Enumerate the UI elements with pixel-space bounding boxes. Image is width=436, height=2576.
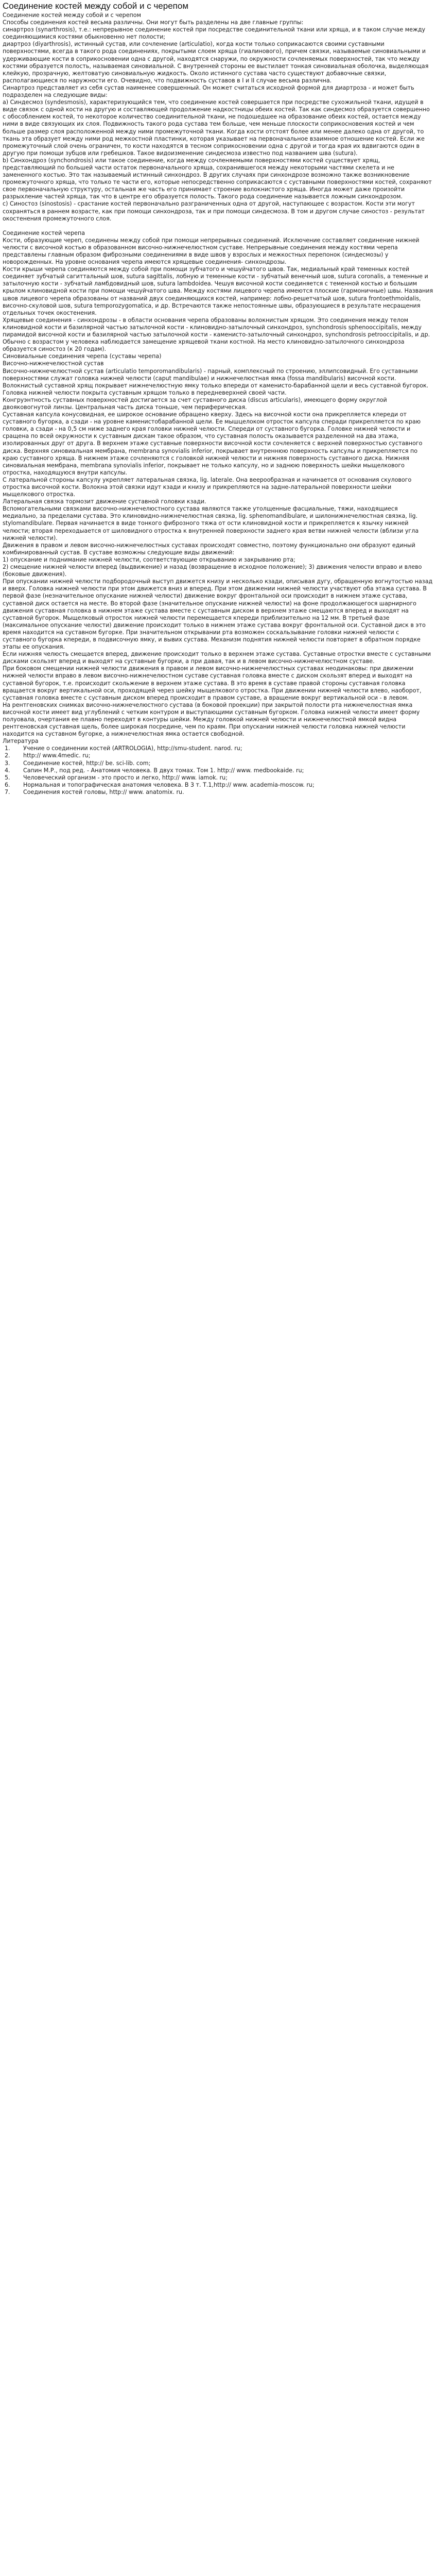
page-title: Соединение костей между собой и с черепом [3, 1, 189, 11]
reference-item [3, 752, 433, 759]
paragraph: Височно-нижнечелюстной сустав (articulatio temporomandibularis) - парный, комплексный по строению, эллипсовидный. Его суставными поверхностями служат головка нижней челюсти (caput mandibulae) и нижнечелюстная ямка (fossa mandibularis) височной кости. Волокнистый суставной хрящ покрывает нижнечелюстную ямку только впереди от каменисто-барабанной щели и весь суставной бугорок. Головка нижней челюсти покрыта суставным хрящом только в передневерхней своей части. [3, 367, 429, 396]
paragraph: диартроз (diyarthrosis), истинный сустав, или сочленение (articulatio), когда кости только соприкасаются своими суставными поверхностями, всегда в такого рода соединениях, покрытыми слоем хряща (гиалинового), причем связки, называемые синовиальными и удерживающие кости в соприкосновении одна с другой, находятся снаружи, по окружности сочленяемых поверхностей, так что между костями образуется полость, называемая синовиальной. С внутренней стороны ее выстилает тонкая синовиальная оболочка, выделяющая клейкую, прозрачную, желтоватую синовиальную жидкость. Около истинного сустава часто существуют добавочные связки, располагающиеся по наружности его. Очевидно, что подвижность суставов в I и II случае весьма различна. [3, 41, 429, 84]
reference-text: Человеческий организм - это просто и легко, http:// www. iamok. ru; [23, 774, 228, 781]
paragraph: При боковом смещении нижней челюсти движения в правом и левом височно-нижнечелюстных суставах неодинаковы: при движении нижней челюсти вправо в левом височно-нижнечелюстном суставе суставная головка вместе с диском скользят вперед и выходят на суставной бугорок, т.е. происходит скольжение в верхнем этаже сустава. В это время в суставе правой стороны суставная головка вращается вокруг вертикальной оси, проходящей через шейку мыщелкового отростка. При движении нижней челюсти влево, наоборот, суставная головка вместе с суставным диском вперед происходит в правом суставе, а вращение вокруг вертикальной оси - в левом. [3, 665, 422, 701]
paragraph: Височно-нижнечелюстной сустав [3, 360, 104, 367]
reference-number: 7. [5, 788, 10, 795]
paragraph: Кости, образующие череп, соединены между собой при помощи непрерывных соединений. Исключение составляет соединение нижней челюсти с височной костью в образованном височно-нижнечелюстном суставе. Непрерывные соединения между костями черепа представлены главным образом фиброзными соединениями в виде швов у взрослых и межкостных перепонок (синдесмозы) у новорожденных. На уровне основания черепа имеются хрящевые соединения- синхондрозы. [3, 236, 420, 266]
reference-text: Соединения костей головы, http:// www. anatomix. ru. [23, 788, 184, 795]
paragraph: Суставная капсула конусовидная, ее широкое основание обращено кверху. Здесь на височной кости она прикрепляется кпереди от суставного бугорка, а сзади - на уровне каменистобарабанной щели. Ее мышцелоком отросток капсула сперади прикрепляется по краю головки, а сзади - на 0,5 см ниже заднего края головки нижней челюсти. Спереди от суставного бугорка. Головке нижней челюсти и сращена по всей окружности к суставным дискам такое образом, что суставная полость оказывается разделенной на два этажа, изолированных друг от друга. В верхнем этаже суставные поверхности височной кости сочленяется с верхней поверхностью суставного диска. Верхняя синовиальная мембрана, membrana synovialis inferior, покрывает внутреннюю поверхность капсулы и прикрепляется по краю суставного хряща. В нижнем этаже сочленяются с головкой нижней челюсти и нижняя поверхность суставного диска. Нижняя синовиальная мембрана, membrana synovialis inferior, покрывает не только капсулу, но и заднюю поверхность шейки мыщелкового отростка, находящуюся внутри капсулы. [3, 411, 423, 476]
paragraph: Соединение костей между собой и с черепом [3, 12, 141, 19]
paragraph: Латеральная связка тормозит движение суставной головки кзади. [3, 498, 206, 505]
paragraph: Хрящевые соединения - синхондрозы - в области основания черепа образованы волокнистым хрящом. Это соединения между телом клиновидной кости и базилярной частью затылочной кости - клиновидно-затылочный синхондроз, synchondrosis sphenooccipitalis, между пирамидой височной кости и базилярной частью затылочной кости - каменисто-затылочный синхондроз, synchondrosis petrooccipitalis, и др. Обычно с возрастом у человека наблюдается замещение хрящевой ткани костной. На место клиновидно-затылочного синхондроза образуется синостоз (к 20 годам). [3, 316, 430, 353]
paragraph: С латеральной стороны капсулу укрепляет латеральная связка, lig. laterale. Она веерообразная и начинается от основания скулового отростка височной кости. Волокна этой связки идут кзади и книзу и прикрепляются на задне-латеральной поверхности шейки мыщелкового отростка. [3, 476, 412, 498]
paragraph: с) Синостоз (sinostosis) - срастание костей первоначально разграниченных одна от другой, наступающее с возрастом. Кости эти могут сохраняться в раннем возрасте, как при помощи синхондроза, так и при помощи синдесмоза. В том и другом случае синостоз - результат окостенения промежуточного слоя. [3, 200, 425, 222]
section-spacer [3, 223, 433, 230]
reference-item [3, 774, 433, 782]
reference-number: 6. [5, 781, 10, 788]
reference-item [3, 760, 433, 767]
paragraph: Конгруэнтность суставных поверхностей достигается за счет суставного диска (discus articularis), имеющего форму округлой двояковогнутой линзы. Центральная часть диска тоньше, чем периферическая. [3, 396, 387, 411]
reference-text: http:// www.4medic. ru; [23, 752, 91, 759]
reference-number: 4. [5, 767, 10, 774]
reference-text: Учение о соединении костей (ARTROLOGIA), http://smu-student. narod. ru; [23, 745, 242, 752]
paragraph: Кости крыши черепа соединяются между собой при помощи зубчатого и чешуйчатого швов. Так, медиальный край теменных костей соединяет зубчатый сагиттальный шов, sutura sagittalis, лобную и теменные кости - зубчатый венечный шов, sutura coronalis, а теменные и затылочную кости - зубчатый ламбдовидный шов, sutura lambdoidea. Чешуя височной кости соединяется с теменной костью и большим крылом клиновидной кости при помощи чешуйчатого шва. Между костями лицевого черепа имеются плоские (гармоничные) швы. Названия швов лицевого черепа образованы от названий двух соединяющихся костей, например: лобно-решетчатый шов, sutura frontoethmoidalis, височно-скуловой шов, sutura temporozygomatica, и др. Встречаются также непостоянные швы, образующиеся в результате несращения отдельных точек окостенения. [3, 266, 433, 316]
reference-item [3, 767, 433, 774]
reference-text: Сапин М.Р., под ред. - Анатомия человека. В двух томах. Том 1. http:// www. medbookaide. ru; [23, 767, 304, 774]
paragraph: синартроз (synarthrosis), т.е.: непрерывное соединение костей при посредстве соединительной ткани или хряща, и в таком случае между соединяющимися костями обыкновенно нет полости; [3, 26, 426, 41]
paragraph: Вспомогательными связками височно-нижнечелюстного сустава являются также утолщенные фасциальные, тяжи, находящиеся медиально, за пределами сустава. Это клиновидно-нижнечелюстная связка, lig. sphenomandibulare, и шилонижнечелюстная связка, lig. stylomandibulare. Первая начинается в виде тонкого фиброзного тяжа от ости клиновидной кости и прикрепляется к язычку нижней челюсти; вторая переходыается от шиловидного отростка к внутренней поверхности заднего края ветви нижней челюсти (вблизи угла нижней челюсти). [3, 505, 419, 541]
literature-title: Литература [3, 738, 39, 745]
paragraph: b) Синхондроз (synchondrosis) или такое соединение, когда между сочленяемыми поверхностями костей существует хрящ, представляющий по большей части остаток первоначального хряща, сохранившегося между некоторыми частями скелета и не замененного костью. Это так называемый истинный синхондроз. В других случаях при синхондрозе возможно также возникновение промежуточного хряща, что только те части его, которые непосредственно соприкасаются с суставными поверхностями костей, сохраняют свое первоначальную структуру, остальная же часть его принимает строение волокнистого хряща. Иногда может даже произойти разрыхление частей хряща, так что в центре его образуется полость. Такого рода соединение называется ложным синхондрозом. [3, 157, 432, 200]
reference-item [3, 745, 433, 752]
paragraph: Синовиальные соединения черепа (суставы черепа) [3, 353, 162, 360]
paragraph: Движения в правом и левом височно-нижнечелюстных суставах происходят совместно, поэтому функционально они образуют единый комбинированный сустав. В суставе возможны следующие виды движений: [3, 541, 415, 556]
paragraph: 1) опускание и поднимание нижней челюсти, соответствующие открыванию и закрыванию рта; [3, 556, 295, 563]
paragraph: При опускании нижней челюсти подбородочный выступ движется книзу и несколько кзади, описывая дугу, обращенную вогнутостью назад и вверх. Головка нижней челюсти при этом движется вниз и вперед. При этом движении нижней челюсти участвуют оба этажа сустава. В первой фазе (незначительное опускание нижней челюсти) движение вокруг фронтальной оси происходит в нижнем этаже сустава, суставной диск остается на месте. Во второй фазе (значительное опускание нижней челюсти) на фоне продолжающегося шарнирного движения суставная головка в нижнем этаже сустава вместе с суставным диском в верхнем этаже смещаются вперед и выходят на суставной бугорок. Мыщелковый отросток нижней челюсти перемещается кпереди приблизительно на 12 мм. В третьей фазе (максимальное опускание челюсти) движение происходит только в нижнем этаже сустава вокруг фронтальной оси. Суставной диск в это время находится на суставном бугорке. При значительном открывании рта возможен соскальзывание головки нижней челюсти с суставного бугорка кпереди, в подвисочную ямку, и вывих сустава. Механизм поднятия нижней челюсти повторяет в обратном порядке этапы ее опускания. [3, 578, 433, 651]
section-title-skull: Соединение костей черепа [3, 229, 85, 236]
reference-number: 2. [5, 752, 10, 759]
document [0, 0, 436, 797]
reference-item [3, 789, 433, 796]
paragraph: 2) смещение нижней челюсти вперед (выдвижение) и назад (возвращение в исходное положение); 3) движения челюсти вправо и влево (боковые движения). [3, 564, 422, 578]
reference-text: Соединение костей, http:// be. sci-lib. com; [23, 759, 151, 767]
reference-text: Нормальная и топографическая анатомия человека. В 3 т. Т.1,http:// www. academia-moscow. ru; [23, 781, 315, 788]
references-list [3, 745, 433, 796]
paragraph: а) Синдесмоз (syndesmosis), характеризующийся тем, что соединение костей совершается при посредстве сухожильной ткани, идущей в виде связок с одной кости на другую и составляющей продолжение надкостницы обеих костей. Так как синдесмоз образуется совершенно с обособлением костей, то некоторое количество соединительной ткани, не подошедшее на образование обеих костей, остается между ними в виде связующих их слоя. Подвижность такого рода сустава тем больше, чем меньше плоскости соприкосновения костей и чем больше размер слоя расположенной между ними промежуточной ткани. Когда кости отстоят более или менее далеко одна от другой, то ткань эта образует между ними род межкостной пластинки, которая указывает на первоначальное взаимное отношение костей. Если же промежуточный слой очень ограничен, то кости находятся в тесном соприкосновении одна с другой и тогда края их вдвигаются один в другую при помощи зубцов или гребешков. Такое видоизменение синдесмоза известно под названием шва (sutura). [3, 99, 430, 157]
paragraph: На рентгеновских снимках височно-нижнечелюстного сустава (в боковой проекции) при закрытой полости рта нижнечелюстная ямка височной кости имеет вид углублений с четким контуром и выступающими суставным бугорком. Головка нижней челюсти имеет форму полуовала, очертания ее плавно переходят в контуры шейки. Между головкой нижней челюсти и нижнечелюстной ямкой видна рентгеновская суставная щель, более широкая посредине, чем по краям. При опускании нижней челюсти головка нижней челюсти находится на суставном бугорке, а нижнечелюстная ямка остается свободной. [3, 701, 420, 738]
reference-item [3, 782, 433, 789]
paragraph: Синартроз представляет из себя сустав наименее совершенный. Он может считаться исходной формой для диартроза - и может быть подразделен на следующие виды: [3, 84, 414, 99]
paragraph: Способы соединения костей весьма различны. Они могут быть разделены на две главные группы: [3, 19, 304, 26]
paragraph: Если нижняя челюсть смещается вперед, движение происходит только в верхнем этаже сустава. Суставные отростки вместе с суставными дисками скользят вперед и выходят на суставные бугорки, а при давая, так и в левом височно-нижнечелюстном суставе. [3, 651, 431, 665]
skull-section [3, 237, 433, 738]
reference-number: 3. [5, 759, 10, 767]
reference-number: 1. [5, 745, 10, 752]
intro-section [3, 12, 433, 223]
reference-number: 5. [5, 774, 10, 781]
